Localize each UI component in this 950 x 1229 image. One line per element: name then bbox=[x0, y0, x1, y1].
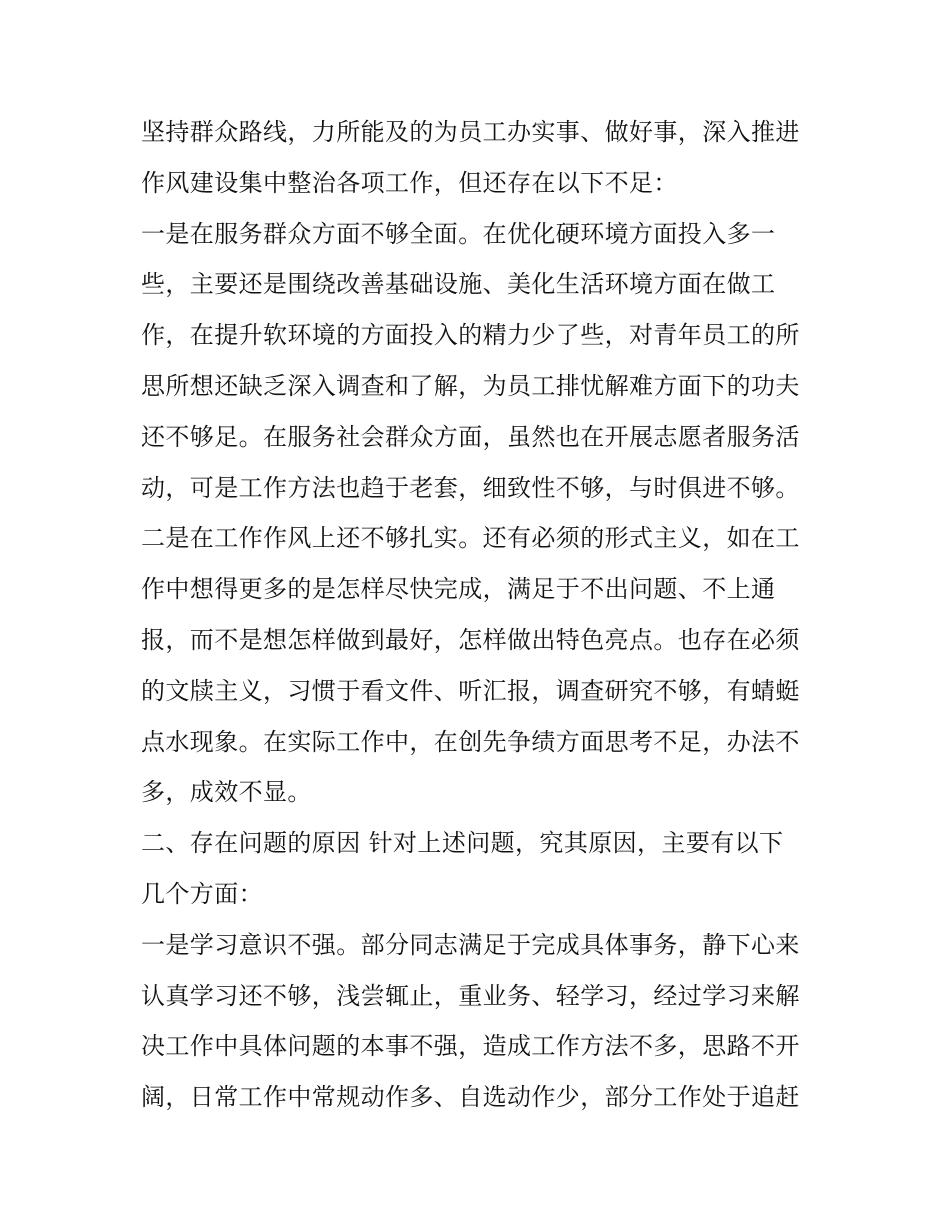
text-line: 的文牍主义，习惯于看文件、听汇报，调查研究不够，有蜻蜓 bbox=[141, 676, 800, 705]
text-line: 作中想得更多的是怎样尽快完成，满足于不出问题、不上通 bbox=[141, 575, 776, 604]
text-line: 阔，日常工作中常规动作多、自选动作少，部分工作处于追赶 bbox=[141, 1083, 800, 1112]
text-line: 二是在工作作风上还不够扎实。还有必须的形式主义，如在工 bbox=[141, 524, 800, 553]
text-line: 点水现象。在实际工作中，在创先争绩方面思考不足，办法不 bbox=[141, 727, 800, 756]
text-line: 决工作中具体问题的本事不强，造成工作方法不多，思路不开 bbox=[141, 1032, 800, 1061]
text-line: 认真学习还不够，浅尝辄止，重业务、轻学习，经过学习来解 bbox=[141, 981, 800, 1010]
text-line: 几个方面： bbox=[141, 879, 263, 908]
text-line: 多，成效不显。 bbox=[141, 778, 312, 807]
text-line: 报，而不是想怎样做到最好，怎样做出特色亮点。也存在必须 bbox=[141, 625, 800, 654]
text-line: 二、存在问题的原因 针对上述问题，究其原因，主要有以下 bbox=[141, 829, 784, 858]
text-line: 作，在提升软环境的方面投入的精力少了些，对青年员工的所 bbox=[141, 321, 800, 350]
text-line: 还不够足。在服务社会群众方面，虽然也在开展志愿者服务活 bbox=[141, 422, 800, 451]
text-line: 作风建设集中整治各项工作，但还存在以下不足： bbox=[141, 168, 678, 197]
document-body bbox=[141, 107, 821, 1123]
text-line: 些，主要还是围绕改善基础设施、美化生活环境方面在做工 bbox=[141, 270, 776, 299]
text-line: 一是在服务群众方面不够全面。在优化硬环境方面投入多一 bbox=[141, 219, 776, 248]
text-line: 思所想还缺乏深入调查和了解，为员工排忧解难方面下的功夫 bbox=[141, 371, 800, 400]
text-line: 一是学习意识不强。部分同志满足于完成具体事务，静下心来 bbox=[141, 930, 800, 959]
text-line: 坚持群众路线，力所能及的为员工办实事、做好事，深入推进 bbox=[141, 118, 800, 146]
text-line: 动，可是工作方法也趋于老套，细致性不够，与时俱进不够。 bbox=[141, 473, 800, 502]
